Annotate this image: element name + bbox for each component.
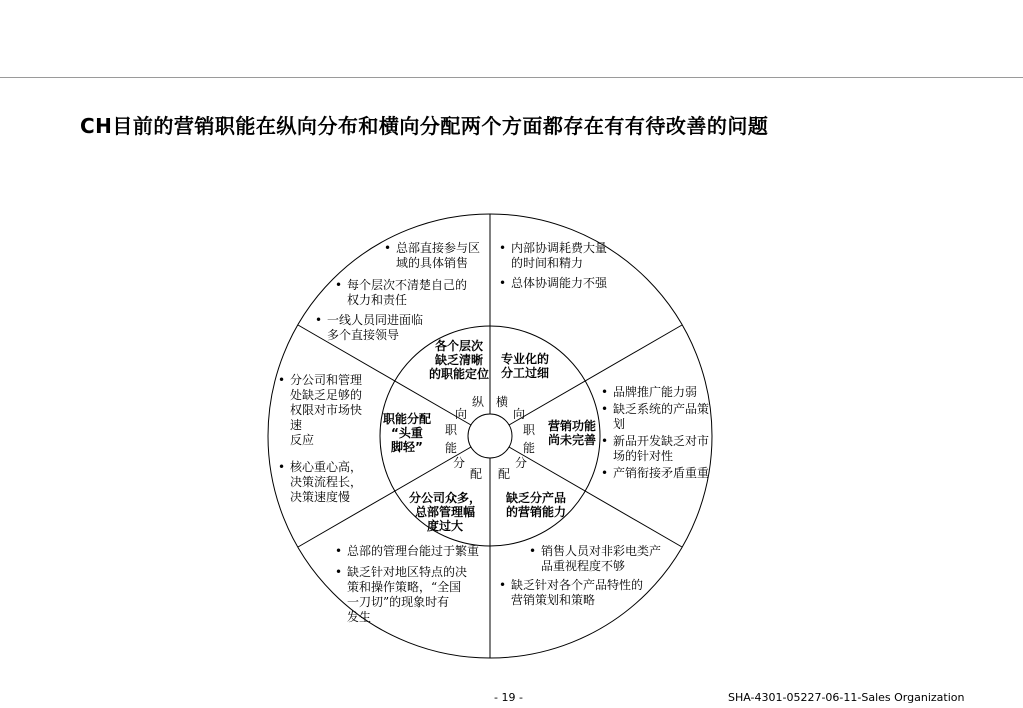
core-char: 分: [453, 456, 466, 470]
segment-top-right: [497, 241, 612, 296]
inner-label-right: 营销功能 尚未完善: [547, 419, 596, 447]
page-title: CH目前的营销职能在纵向分布和横向分配两个方面都存在有有待改善的问题: [80, 114, 769, 138]
core-char: 分: [515, 456, 528, 470]
segment-top-left-3: [313, 313, 433, 348]
core-char: 向: [513, 407, 526, 421]
segment-top-left: [382, 241, 490, 276]
document-id: SHA-4301-05227-06-11-Sales Organization: [728, 691, 965, 704]
segment-bottom-right-2: [497, 578, 647, 613]
inner-label-bottom-right: 缺乏分产品 的营销能力: [505, 491, 566, 519]
bullet-item: • 缺乏系统的产品策划: [599, 402, 711, 432]
bullet-item: • 新品开发缺乏对市场的针对性: [599, 434, 711, 464]
segment-bottom-left: [333, 544, 483, 630]
core-char: 职: [445, 423, 458, 437]
bullet-item: • 总部直接参与区域的具体销售: [382, 241, 490, 271]
bullet-item: • 总部的管理台能过于繁重: [333, 544, 483, 559]
bullet-item: • 产销衔接矛盾重重: [599, 466, 711, 481]
bullet-item: • 缺乏针对各个产品特性的营销策划和策略: [497, 578, 647, 608]
core-char: 配: [498, 467, 511, 481]
core-char: 向: [455, 407, 468, 421]
bullet-item: • 内部协调耗费大量的时间和精力: [497, 241, 612, 271]
core-char: 横: [496, 395, 509, 409]
center-circle: [468, 414, 512, 458]
core-char: 配: [470, 467, 483, 481]
bullet-item: • 销售人员对非彩电类产品重视程度不够: [527, 544, 667, 574]
bullet-item: • 每个层次不清楚自己的权力和责任: [333, 278, 478, 308]
inner-label-bottom-left: 分公司众多， 总部管理幅 度过大: [408, 491, 481, 533]
segment-right: [599, 385, 711, 486]
bullet-item: • 核心重心高，决策流程长，决策速度慢: [276, 460, 366, 505]
bullet-item: • 分公司和管理处缺乏足够的权限对市场快速 反应: [276, 373, 366, 448]
core-char: 能: [445, 441, 458, 455]
page-number: - 19 -: [494, 691, 523, 704]
inner-label-left: 职能分配 “头重 脚轻”: [382, 412, 431, 454]
bullet-item: • 品牌推广能力弱: [599, 385, 711, 400]
inner-label-top-right: 专业化的 分工过细: [500, 352, 549, 380]
core-char: 纵: [472, 395, 485, 409]
bullet-item: • 缺乏针对地区特点的决 策和操作策略，“全国 一刀切”的现象时有 发生: [333, 565, 483, 625]
segment-bottom-right: [527, 544, 667, 580]
segment-left: [276, 373, 366, 510]
bullet-item: • 总体协调能力不强: [497, 276, 612, 291]
segment-top-left-2: [333, 278, 478, 313]
inner-label-top-left: 各个层次 缺乏清晰 的职能定位: [428, 339, 489, 381]
core-char: 职: [523, 423, 536, 437]
core-char: 能: [523, 441, 536, 455]
bullet-item: • 一线人员同进面临多个直接领导: [313, 313, 433, 343]
